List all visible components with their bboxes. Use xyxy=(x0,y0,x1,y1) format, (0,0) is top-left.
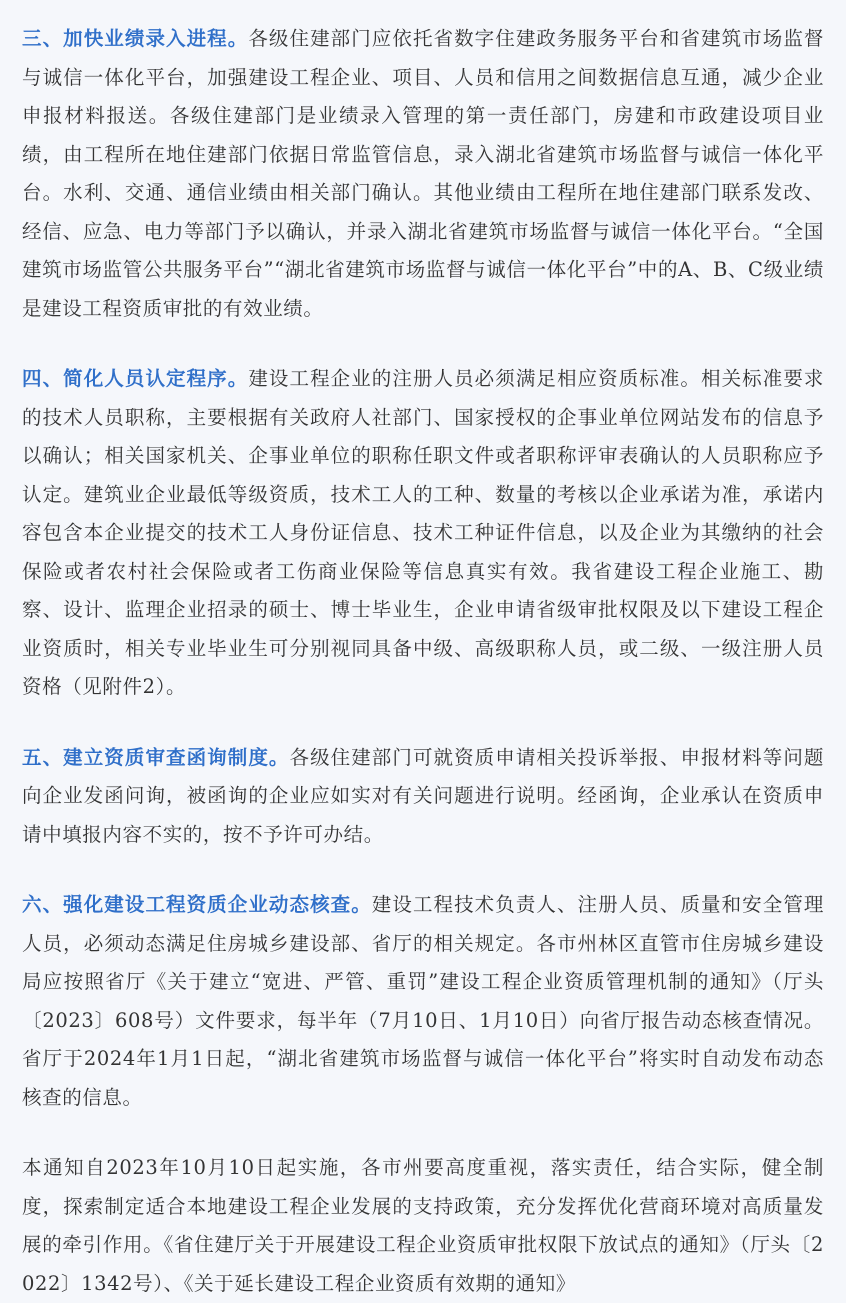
section-inquiry-system xyxy=(22,739,824,855)
section-body: 建设工程技术负责人、注册人员、质量和安全管理人员，必须动态满足住房城乡建设部、省厅的相关规定。各市州林区直管市住房城乡建设局应按照省厅《关于建立“宽进、严管、重罚”建设工程企业资质管理机制的通知》（厅头〔2023〕608号）文件要求，每半年（7月10日、1月10日）向省厅报告动态核查情况。省厅于2024年1月1日起，“湖北省建筑市场监督与诚信一体化平台”将实时自动发布动态核查的信息。 xyxy=(22,893,824,1109)
section-body: 各级住建部门可就资质申请相关投诉举报、申报材料等问题向企业发函问询，被函询的企业应如实对有关问题进行说明。经函询，企业承认在资质申请中填报内容不实的，按不予许可办结。 xyxy=(22,745,824,846)
section-heading: 五、建立资质审查函询制度。 xyxy=(22,745,290,769)
section-dynamic-verification xyxy=(22,886,824,1117)
section-personnel-recognition xyxy=(22,360,824,707)
closing-body: 本通知自2023年10月10日起实施，各市州要高度重视，落实责任，结合实际，健全制度，探索制定适合本地建设工程企业发展的支持政策，充分发挥优化营商环境对高质量发展的牵引作用。《省住建厅关于开展建设工程企业资质审批权限下放试点的通知》（厅头〔2022〕1342号）、《关于延长建设工程企业资质有效期的通知》 xyxy=(22,1156,824,1295)
section-heading: 三、加快业绩录入进程。 xyxy=(22,27,249,50)
closing-paragraph xyxy=(22,1149,824,1303)
section-body: 各级住建部门应依托省数字住建政务服务平台和省建筑市场监督与诚信一体化平台，加强建设工程企业、项目、人员和信用之间数据信息互通，减少企业申报材料报送。各级住建部门是业绩录入管理的第一责任部门，房建和市政建设项目业绩，由工程所在地住建部门依据日常监管信息，录入湖北省建筑市场监督与诚信一体化平台。水利、交通、通信业绩由相关部门确认。其他业绩由工程所在地住建部门联系发改、经信、应急、电力等部门予以确认，并录入湖北省建筑市场监督与诚信一体化平台。“全国建筑市场监管公共服务平台”“湖北省建筑市场监督与诚信一体化平台”中的A、B、C级业绩是建设工程资质审批的有效业绩。 xyxy=(22,27,824,320)
section-performance-entry xyxy=(22,20,824,328)
section-heading: 六、强化建设工程资质企业动态核查。 xyxy=(22,893,372,916)
section-body: 建设工程企业的注册人员必须满足相应资质标准。相关标准要求的技术人员职称，主要根据有关政府人社部门、国家授权的企事业单位网站发布的信息予以确认；相关国家机关、企事业单位的职称任职文件或者职称评审表确认的人员职称应予认定。建筑业企业最低等级资质，技术工人的工种、数量的考核以企业承诺为准，承诺内容包含本企业提交的技术工人身份证信息、技术工种证件信息，以及企业为其缴纳的社会保险或者农村社会保险或者工伤商业保险等信息真实有效。我省建设工程企业施工、勘察、设计、监理企业招录的硕士、博士毕业生，企业申请省级审批权限及以下建设工程企业资质时，相关专业毕业生可分别视同具备中级、高级职称人员，或二级、一级注册人员资格（见附件2）。 xyxy=(22,367,824,698)
section-heading: 四、简化人员认定程序。 xyxy=(22,367,249,390)
